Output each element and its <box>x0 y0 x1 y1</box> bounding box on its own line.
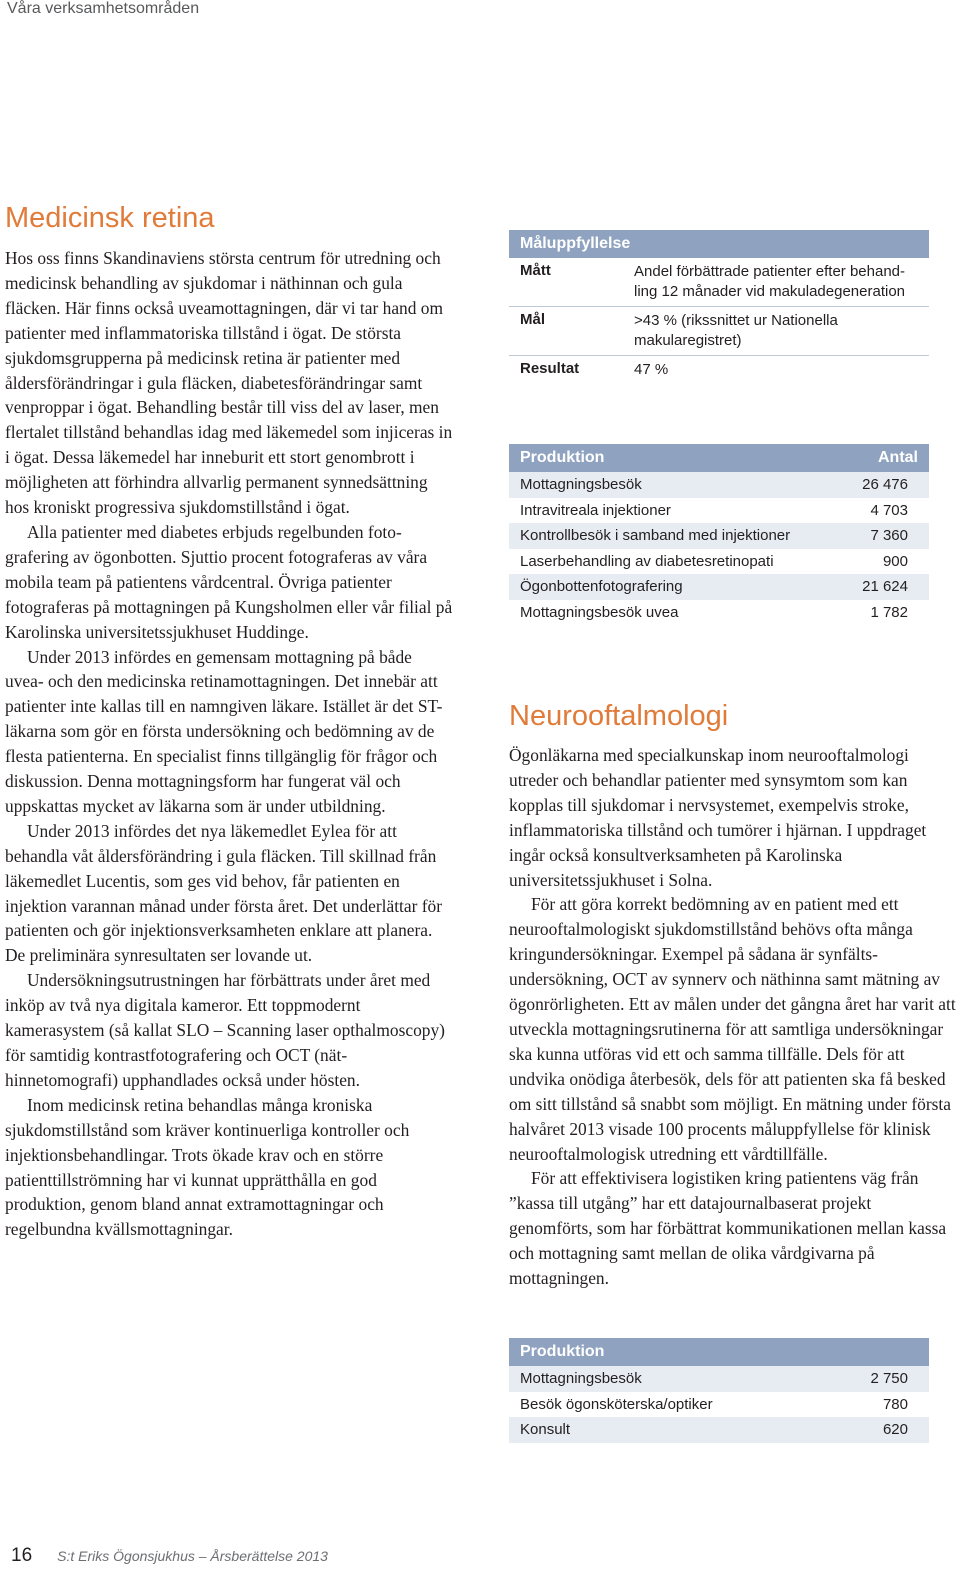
left-body-text <box>5 246 453 1242</box>
paragraph: För att göra korrekt bedömning av en patient med ett neurooftalmologiskt sjukdomstillstånd behövs ofta många kringundersökningar. Exempel på sådana är synfältsundersökning, OCT av synnerv och näthinna samt mätning av ögonrörligheten. Ett av målen under det gångna året har varit att utveckla mottagningsrutinerna för att samtliga undersökningar ska kunna utföras vid ett och samma tillfälle. Dels för att undvika onödiga återbesök, dels för att patienten ska få besked om sitt tillstånd så snabbt som möjligt. En mätning under första halvåret 2013 visade 100 procents måluppfyllelse för klinisk neurooftalmologisk utredning ett vårdtillfälle. <box>509 894 956 1164</box>
table-row <box>509 523 929 549</box>
table-row <box>509 1392 929 1418</box>
table-row <box>509 258 929 307</box>
row-value: 1 782 <box>870 603 908 621</box>
produktion-table-retina <box>509 444 929 625</box>
table-row <box>509 356 929 384</box>
paragraph: Ögonläkarna med specialkunskap inom neurooftalmologi utreder och behandlar patienter med synsymtom som kan kopplas till sjukdomar i nervsystemet, exempelvis stroke, inflammatoriska tillstånd och tumörer i hjärnan. I uppdraget ingår också konsultverksamheten på Karolinska universitetssjukhuset i Solna. <box>509 745 927 890</box>
paragraph: Inom medicinsk retina behandlas många kroniska sjukdomstillstånd som kräver kontinuerliga kontroller och injektionsbehandlingar. Trots ökade krav och en större patienttillströmning har vi kunnat upprätthålla en god produktion, genom bland annat extramottagningar och regelbundna kvällsmottagningar. <box>5 1094 410 1240</box>
table-row <box>509 1366 929 1392</box>
table-row <box>509 600 929 626</box>
table-header-label: Produktion <box>520 449 605 466</box>
page-number: 16 <box>11 1545 33 1566</box>
row-label: Mål <box>520 311 546 328</box>
table-header-label: Produktion <box>520 1343 605 1360</box>
row-value: >43 % (rikssnittet ur Nationella makularegistret) <box>634 312 838 349</box>
row-value: 4 703 <box>870 501 908 519</box>
table-row <box>509 472 929 498</box>
row-label: Mått <box>520 262 551 279</box>
row-label: Intravitreala injektioner <box>520 501 671 519</box>
row-value: 900 <box>882 552 908 570</box>
table-header <box>509 444 929 472</box>
paragraph: Hos oss finns Skandinaviens största centrum för utredning och medicinsk behandling av sjukdomar i näthinnan och gula fläcken. Här finns också uveamottagningen, där vi tar hand om patienter med inflammatoriska tillstånd i ögat. De största sjukdomsgrupperna på medicinsk retina är patienter med åldersförändringar i gula fläcken, diabetesförändringar samt venproppar i ögat. Behandling består till viss del av laser, men flertalet tillstånd behandlas idag med läkemedel som injiceras in i ögat. Dessa läkemedel har inneburit ett stort genombrott i möjligheten att förhindra allvarlig permanent synnedsättning hos kroniskt progressiva sjukdomstillstånd i ögat. <box>5 248 453 518</box>
row-label: Kontrollbesök i samband med injektioner <box>520 527 791 545</box>
paragraph: Alla patienter med diabetes erbjuds regelbunden fotografering av ögonbotten. Sjuttio procent fotograferas av våra mobila team på patientens vårdcentral. Övriga patienter fotograferas på mottagningen på Kungsholmen eller vår filial på Karolinska universitetssjukhuset Huddinge. <box>5 521 453 642</box>
row-label: Mottagningsbesök <box>520 476 642 494</box>
row-value: 21 624 <box>862 578 908 596</box>
row-label: Mottagningsbesök uvea <box>520 603 679 621</box>
produktion-table-neuro <box>509 1338 929 1443</box>
row-label: Ögonbottenfotografering <box>520 578 683 596</box>
row-label: Konsult <box>520 1421 571 1439</box>
publication-name: S:t Eriks Ögonsjukhus – Årsberättelse 2013 <box>57 1548 328 1564</box>
row-value: 7 360 <box>870 527 908 545</box>
row-value: 2 750 <box>870 1370 908 1388</box>
page-footer <box>11 1545 328 1567</box>
maluppfyllelse-table <box>509 230 929 384</box>
paragraph: För att effektivisera logistiken kring patientens väg från ”kassa till utgång” har ett datajournalbaserat projekt genomförts, som har förbättrat kommunikationen mellan kassa och mottagning samt mellan de olika vårdgivarna på mottagningen. <box>509 1168 947 1289</box>
row-label: Laserbehandling av diabetesretinopati <box>520 552 774 570</box>
table-row <box>509 549 929 575</box>
running-head: Våra verksamhetsområden <box>7 0 200 17</box>
paragraph: Under 2013 infördes en gemensam mottagning på både uvea- och den medicinska retinamottagningen. Det innebär att patienter inte kallas till en namngiven läkare. Istället är det ST-läkarna som gör en första undersökning och bedömning av de flesta patienterna. En specialist finns tillgänglig för frågor och diskussion. Denna mottagningsform har fungerat väl och uppskattas mycket av läkarna som är under utbildning. <box>5 646 443 816</box>
row-label: Resultat <box>520 360 580 377</box>
row-value: 26 476 <box>862 476 908 494</box>
table-header <box>509 1338 929 1366</box>
row-value: 780 <box>882 1395 908 1413</box>
row-label: Mottagningsbesök <box>520 1370 642 1388</box>
section-title-neurooftalmologi: Neurooftalmologi <box>509 700 729 732</box>
table-row <box>509 574 929 600</box>
paragraph: Under 2013 infördes det nya läkemedlet Eylea för att behandla våt åldersförändring i gula fläcken. Till skillnad från läkemedlet Lucentis, som ges vid behov, får patienten en injektion varannan månad under första året. Det underlättar för patienten och gör injektionsverksamheten enklare att planera. De preliminära synresultaten ser lovande ut. <box>5 820 442 966</box>
row-value: 47 % <box>634 361 669 378</box>
table-row <box>509 1417 929 1443</box>
table-header-count: Antal <box>878 449 918 466</box>
row-value: 620 <box>882 1421 908 1439</box>
table-row <box>509 498 929 524</box>
section-title-medicinsk-retina: Medicinsk retina <box>5 202 215 234</box>
row-value: Andel förbättrade patienter efter behandling 12 månader vid makuladegeneration <box>634 263 906 300</box>
row-label: Besök ögonsköterska/optiker <box>520 1395 713 1413</box>
table-row <box>509 307 929 356</box>
table-header-label: Måluppfyllelse <box>520 235 631 252</box>
right-body-text <box>509 743 959 1291</box>
table-header <box>509 230 929 258</box>
paragraph: Undersökningsutrustningen har förbättrats under året med inköp av två nya digitala kameror. Ett toppmodernt kamerasystem (så kallat SLO – Scanning laser opthalmoscopy) för samtidig kontrastfotografering och OCT (näthinnetomografi) upphandlades också under hösten. <box>5 970 445 1090</box>
